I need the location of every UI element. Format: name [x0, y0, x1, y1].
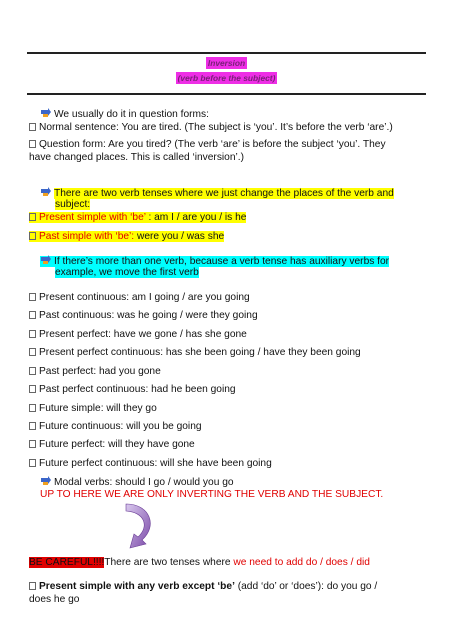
intro-bullet: We usually do it in question forms: — [40, 108, 209, 122]
checkbox-icon — [29, 385, 36, 393]
checkbox-icon — [29, 311, 36, 319]
be-careful: BE CAREFUL!!!!There are two tenses where we need to add do / does / did — [29, 557, 370, 568]
page-subtitle: (verb before the subject) — [177, 73, 276, 83]
tense-item: Present perfect: have we gone / has she gone — [29, 329, 247, 342]
tense-item: Future simple: will they go — [29, 403, 157, 416]
top-rule — [27, 52, 426, 54]
curved-arrow-icon — [120, 500, 160, 556]
checkbox-icon — [29, 440, 36, 448]
checkbox-icon — [29, 459, 36, 467]
page-title: Inversion — [207, 58, 246, 68]
checkbox-icon — [29, 367, 36, 375]
checkbox-icon — [29, 293, 36, 301]
arrow-bullet-icon — [40, 476, 51, 486]
tense-item: Future perfect continuous: will she have been going — [29, 458, 272, 471]
present-simple-be: Present simple with ‘be’ : am I / are you / is he — [29, 212, 246, 225]
tense-item: Future perfect: will they have gone — [29, 439, 195, 452]
arrow-bullet-icon — [40, 187, 51, 197]
checkbox-icon — [29, 582, 36, 590]
tense-item: Present perfect continuous: has she been going / have they been going — [29, 347, 361, 360]
aux-line-2: example, we move the first verb — [55, 267, 199, 278]
checkbox-icon — [29, 140, 36, 148]
two-tenses-line-2: subject: — [55, 199, 91, 210]
two-tenses-line-1: There are two verb tenses where we just change the places of the verb and — [40, 187, 394, 201]
checkbox-icon — [29, 348, 36, 356]
present-simple-any-line-2: does he go — [29, 594, 80, 605]
normal-sentence: Normal sentence: You are tired. (The subject is ‘you’. It’s before the verb ‘are’.) — [29, 122, 393, 135]
title-bottom-rule — [27, 93, 426, 95]
checkbox-icon — [29, 232, 36, 240]
present-simple-any-line-1: Present simple with any verb except ‘be’ (add ‘do’ or ‘does’): do you go / — [29, 581, 377, 594]
tense-item: Present continuous: am I going / are you going — [29, 292, 250, 305]
modal-verbs: Modal verbs: should I go / would you go — [40, 476, 234, 490]
checkbox-icon — [29, 330, 36, 338]
tense-item: Past perfect: had you gone — [29, 366, 161, 379]
tense-item: Past perfect continuous: had he been going — [29, 384, 236, 397]
checkbox-icon — [29, 404, 36, 412]
checkbox-icon — [29, 422, 36, 430]
aux-line-1: If there’s more than one verb, because a verb tense has auxiliary verbs for — [40, 255, 389, 269]
tense-item: Future continuous: will you be going — [29, 421, 202, 434]
modal-warning: UP TO HERE WE ARE ONLY INVERTING THE VERB AND THE SUBJECT. — [40, 489, 384, 500]
tense-item: Past continuous: was he going / were they going — [29, 310, 258, 323]
checkbox-icon — [29, 123, 36, 131]
checkbox-icon — [29, 213, 36, 221]
question-form-line-1: Question form: Are you tired? (The verb ‘are’ is before the subject ‘you’. They — [29, 139, 386, 152]
question-form-line-2: have changed places. This is called ‘inversion’.) — [29, 152, 244, 163]
arrow-bullet-icon — [40, 255, 51, 265]
past-simple-be: Past simple with ‘be’: were you / was she — [29, 231, 224, 244]
arrow-bullet-icon — [40, 108, 51, 118]
